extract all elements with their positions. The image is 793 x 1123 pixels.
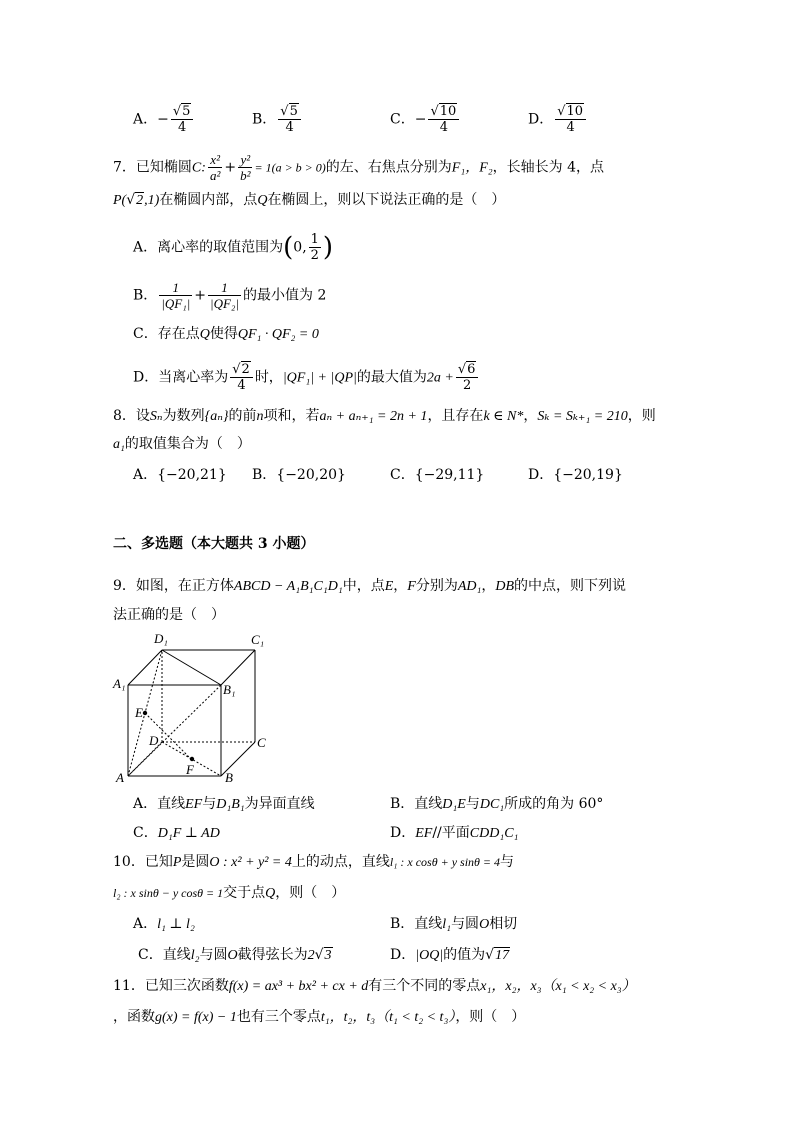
label-c1: C₁ [251,632,265,647]
cube-figure [110,628,280,788]
q9-option-a: A．直线EF与D₁B₁为异面直线 [133,796,315,812]
edge-b1c1 [221,650,255,685]
q6-option-d: D． $\frac{√10}{4}$ [528,104,588,135]
label-b: B [225,770,233,785]
label-d1: D₁ [154,631,168,646]
label-c: C [257,735,266,750]
q10-option-d: D．|OQ|的值为√17 [390,947,510,963]
q9-option-d: D．EF//平面CDD₁C₁ [390,825,519,841]
q11-stem-line1: 11．已知三次函数f(x) = ax³ + bx² + cx + d有三个不同的零点x₁，x₂，x₃（x₁ < x₂ < x₃） [113,978,636,994]
q9-stem-line1: 9．如图，在正方体ABCD − A₁B₁C₁D₁中，点E，F分别为AD₁，DB的中点，则下列说 [113,578,627,594]
q8-option-c: C．{−29,11} [390,467,485,483]
q6-option-c: C．− $\frac{√10}{4}$ [390,104,461,135]
q6-option-a: A．− $\frac{√5}{4}$ [133,104,195,135]
q8-option-d: D．{−20,19} [528,467,623,483]
q6-option-b: B． $\frac{√5}{4}$ [252,104,303,135]
q9-option-b: B．直线D₁E与DC₁所成的角为 60° [390,796,604,812]
fraction: $\frac{√5}{4}$ [278,104,301,135]
q10-option-a: A．l₁ ⊥ l₂ [133,916,195,932]
q10-option-c: C．直线l₂与圆O截得弦长为2√3 [138,947,332,963]
label-d: D [149,733,159,748]
q7-option-b: B． $\frac{1}{\text{|QF₁|}}$ + $\frac{1}{\text{|QF₂|}}$ 的最小值为 2 [133,280,327,311]
q8-stem-line1: 8．设Sₙ为数列{aₙ}的前n项和，若aₙ + aₙ₊₁ = 2n + 1，且存在k ∈ N*，Sₖ = Sₖ₊₁ = 210，则 [113,408,656,424]
q10-stem-line1: 10．已知P是圆O : x² + y² = 4上的动点，直线l₁ : x cosθ + y sinθ = 4与 [113,854,515,870]
point-e [143,711,147,715]
q7-stem-line2: P(√2,1)在椭圆内部，点Q在椭圆上，则以下说法正确的是（ ） [113,192,506,208]
q10-option-b: B．直线l₁与圆O相切 [390,916,518,932]
point-f [190,757,194,761]
label-f: F [186,762,194,777]
segment-d1b1 [162,650,221,685]
q9-option-c: C．D₁F ⊥ AD [133,825,220,841]
label-e: E [135,705,143,720]
q10-stem-line2: l₂ : x sinθ − y cosθ = 1交于点Q，则（ ） [113,885,346,901]
section-heading: 二、多选题（本大题共 3 小题） [113,536,315,552]
q8-stem-line2: a₁的取值集合为（ ） [113,436,251,452]
q7-stem-line1: 7．已知椭圆C: $\frac{\text{x²}}{\text{a²}}$ + $\frac{\text{y²}}{\text{b²}}$ = 1(a > b > 0)的左、右焦点分别为F₁，F₂，长轴长为 4，点 [113,152,604,183]
label-a1: A₁ [113,676,126,691]
q7-option-a: A．离心率的取值范围为(0, $\frac{1}{2}$ ) [133,232,334,263]
q7-option-d: D．当离心率为 $\frac{√2}{4}$ 时，|QF₁| + |QP|的最大值为2a + $\frac{√6}{2}$ [133,362,480,393]
label-a: A [116,770,124,785]
q8-option-a: A．{−20,21} [133,467,227,483]
q9-stem-line2: 法正确的是（ ） [113,607,225,623]
q7-option-c: C．存在点Q使得QF₁ · QF₂ = 0 [133,326,319,342]
q11-stem-line2: ，函数g(x) = f(x) − 1也有三个零点t₁，t₂，t₃（t₁ < t₂ < t₃），则（ ） [113,1009,526,1025]
fraction: $\frac{√10}{4}$ [555,104,586,135]
label-b1: B₁ [223,682,236,697]
fraction: $\frac{√10}{4}$ [428,104,459,135]
q8-option-b: B．{−20,20} [252,467,346,483]
fraction: $\frac{√5}{4}$ [171,104,194,135]
